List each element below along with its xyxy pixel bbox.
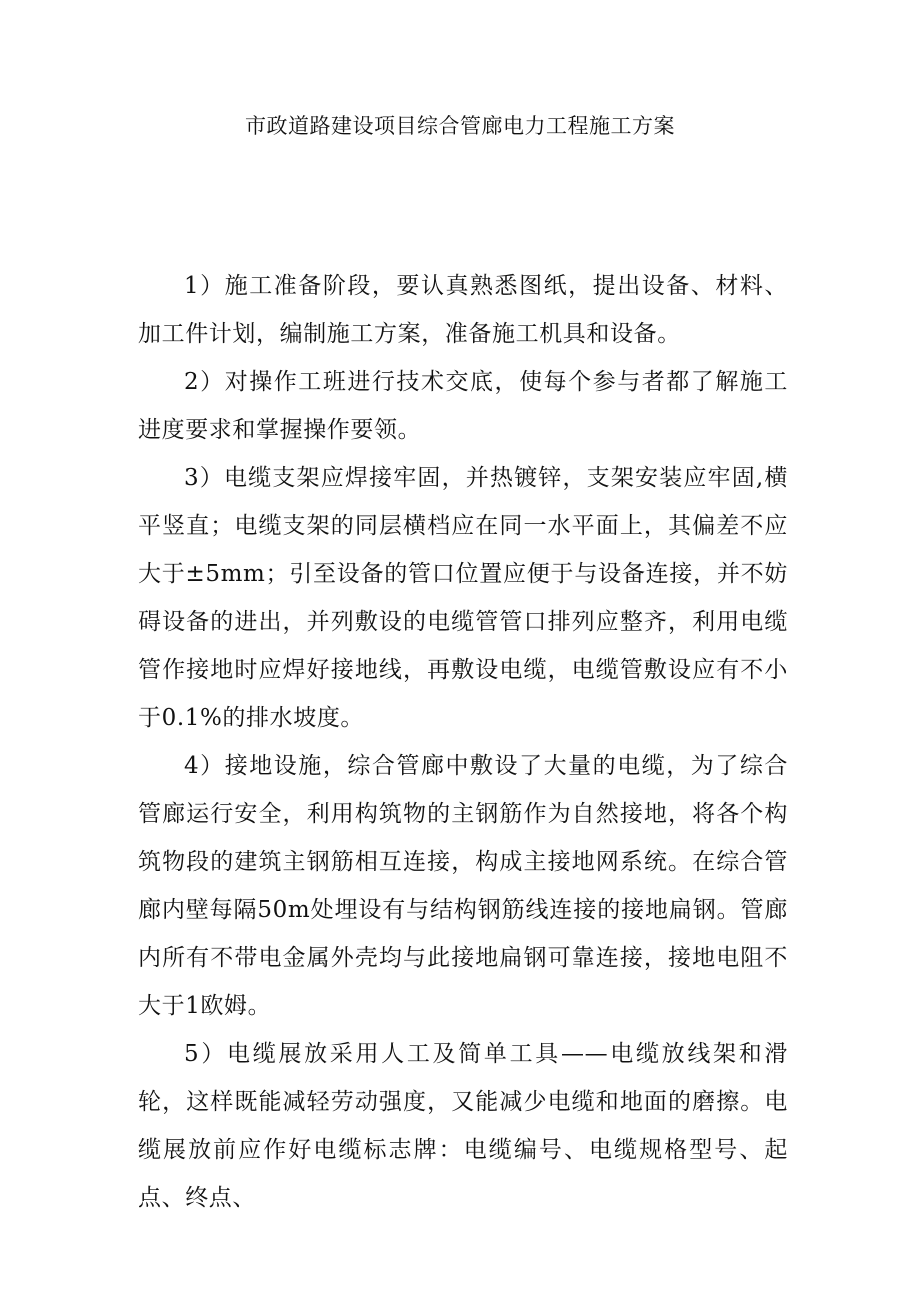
paragraph-4: 4）接地设施，综合管廊中敷设了大量的电缆，为了综合管廊运行安全，利用构筑物的主钢筋作为自然接地，将各个构筑物段的建筑主钢筋相互连接，构成主接地网系统。在综合管廊内壁每隔50m处埋设有与结构钢筋线连接的接地扁钢。管廊内所有不带电金属外壳均与此接地扁钢可靠连接，接地电阻不大于1欧姆。	[138, 753, 788, 1019]
document-body	[138, 262, 788, 1222]
paragraph-5: 5）电缆展放采用人工及简单工具——电缆放线架和滑轮，这样既能减轻劳动强度，又能减少电缆和地面的磨擦。电缆展放前应作好电缆标志牌：电缆编号、电缆规格型号、起点、终点、	[138, 1041, 788, 1211]
paragraph-1: 1）施工准备阶段，要认真熟悉图纸，提出设备、材料、加工件计划，编制施工方案，准备施工机具和设备。	[138, 273, 788, 347]
paragraph-2: 2）对操作工班进行技术交底，使每个参与者都了解施工进度要求和掌握操作要领。	[138, 369, 788, 443]
document-title: 市政道路建设项目综合管廊电力工程施工方案	[245, 114, 675, 138]
paragraph-3: 3）电缆支架应焊接牢固，并热镀锌，支架安装应牢固,横平竖直；电缆支架的同层横档应在同一水平面上，其偏差不应大于±5mm；引至设备的管口位置应便于与设备连接，并不妨碍设备的进出，并列敷设的电缆管管口排列应整齐，利用电缆管作接地时应焊好接地线，再敷设电缆，电缆管敷设应有不小于0.1%的排水坡度。	[138, 465, 788, 731]
